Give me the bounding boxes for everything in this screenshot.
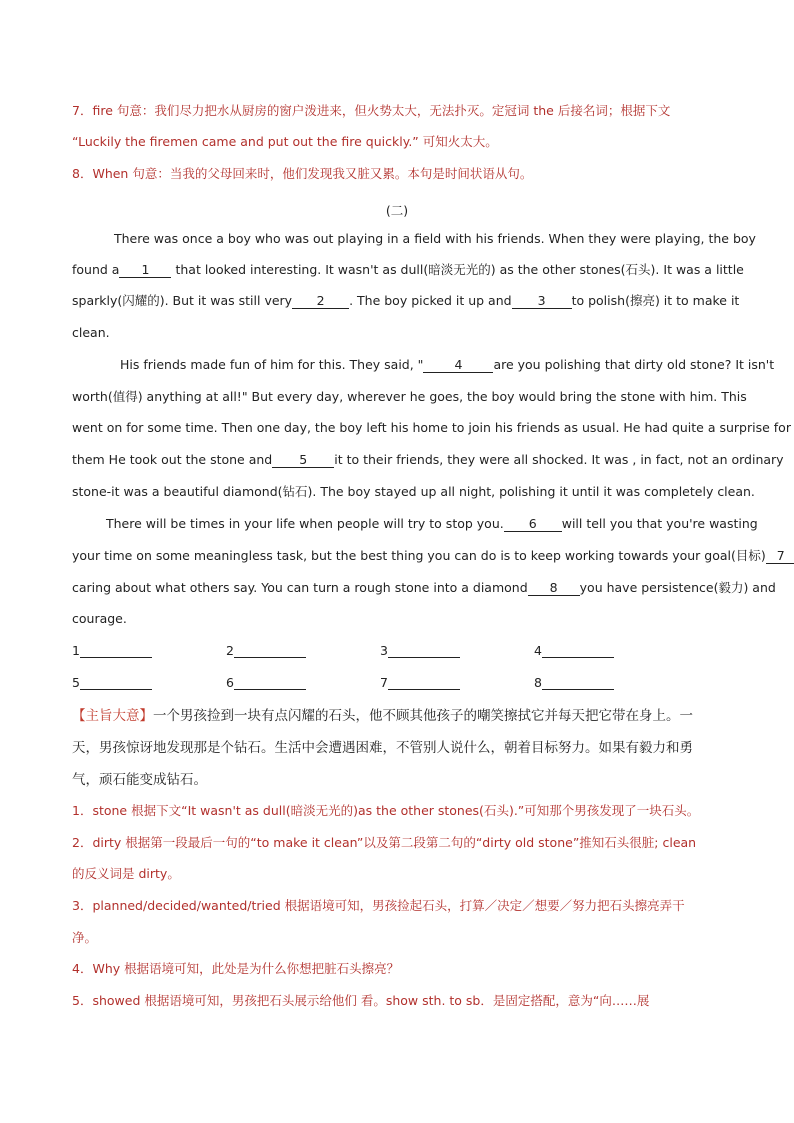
blank-3: 3: [512, 294, 572, 309]
p3-line3: [72, 578, 776, 598]
answer-slot-2[interactable]: [226, 643, 306, 658]
answer-line-8[interactable]: [542, 675, 614, 690]
p3-line1-b: will tell you that you're wasting: [561, 516, 758, 531]
summary-line2: 天，男孩惊讶地发现那是个钻石。生活中会遭遇困难，不管别人说什么，朝着目标努力。如果有毅力和勇: [72, 740, 693, 756]
blank-8: 8: [528, 581, 580, 596]
summary-line1: [72, 706, 724, 726]
note-8: 8．When 句意：当我的父母回来时，他们发现我又脏又累。本句是时间状语从句。: [72, 166, 533, 181]
answer-num-6: 6: [226, 675, 234, 690]
note-7-line2: “Luckily the firemen came and put out the fire quickly.” 可知火太大。: [72, 134, 498, 149]
answer-line-2[interactable]: [234, 643, 306, 658]
p1-line3-c: to polish(擦亮) it to make it: [571, 293, 740, 308]
p2-line1: [120, 355, 775, 375]
answer-line-6[interactable]: [234, 675, 306, 690]
answer-num-3: 3: [380, 643, 388, 658]
explanation-3-line1: 3．planned/decided/wanted/tried 根据语境可知，男孩捡起石头，打算／决定／想要／努力把石头擦亮弄干: [72, 898, 685, 913]
p2-line4: [72, 450, 784, 470]
p1-line3-b: . The boy picked it up and: [349, 293, 512, 308]
p3-line3-b: you have persistence(毅力) and: [579, 580, 776, 595]
answer-num-1: 1: [72, 643, 80, 658]
summary-line3: 气，顽石能变成钻石。: [72, 772, 207, 788]
blank-4: 4: [423, 358, 493, 373]
p1-line1: There was once a boy who was out playing in a field with his friends. When they were playing, the boy: [114, 231, 756, 246]
answer-slot-5[interactable]: [72, 675, 152, 690]
answer-row-1: [72, 643, 724, 665]
p3-line1-a: There will be times in your life when people will try to stop you.: [106, 516, 504, 531]
explanation-3-line2: 净。: [72, 930, 98, 945]
p1-line2-b: that looked interesting. It wasn't as dull(暗淡无光的) as the other stones(石头). It was a little: [175, 262, 744, 277]
p3-line1: [106, 514, 758, 534]
answer-num-8: 8: [534, 675, 542, 690]
p3-line3-a: caring about what others say. You can turn a rough stone into a diamond: [72, 580, 528, 595]
answer-slot-3[interactable]: [380, 643, 460, 658]
answer-line-5[interactable]: [80, 675, 152, 690]
answer-line-4[interactable]: [542, 643, 614, 658]
answer-line-1[interactable]: [80, 643, 152, 658]
summary-label: 【主旨大意】: [72, 708, 153, 724]
answer-line-7[interactable]: [388, 675, 460, 690]
blank-6: 6: [504, 517, 562, 532]
p1-line2: [72, 260, 744, 280]
explanation-4: 4．Why 根据语境可知，此处是为什么你想把脏石头擦亮？: [72, 961, 400, 976]
p3-line2: [72, 546, 785, 566]
answer-row-2: [72, 675, 724, 697]
blank-2: 2: [292, 294, 349, 309]
p2-line3: went on for some time. Then one day, the boy left his home to join his friends as usual. He had quite a surprise for: [72, 420, 791, 435]
explanation-5: 5．showed 根据语境可知，男孩把石头展示给他们 看。show sth. to sb．是固定搭配，意为“向……展: [72, 993, 650, 1008]
p2-line1-a: His friends made fun of him for this. They said, ": [120, 357, 424, 372]
answer-num-2: 2: [226, 643, 234, 658]
answer-slot-8[interactable]: [534, 675, 614, 690]
answer-num-5: 5: [72, 675, 80, 690]
p2-line5: stone-it was a beautiful diamond(钻石). The boy stayed up all night, polishing it until it was completely clean.: [72, 484, 755, 499]
answer-num-4: 4: [534, 643, 542, 658]
blank-5: 5: [272, 453, 334, 468]
blank-1: 1: [119, 263, 171, 278]
summary-text-1: 一个男孩捡到一块有点闪耀的石头，他不顾其他孩子的嘲笑擦拭它并每天把它带在身上。一: [153, 708, 693, 724]
p1-line4: clean.: [72, 325, 110, 340]
answer-slot-1[interactable]: [72, 643, 152, 658]
p1-line3: [72, 291, 740, 311]
explanation-2-line1: 2．dirty 根据第一段最后一句的“to make it clean”以及第二段第二句的“dirty old stone”推知石头很脏; clean: [72, 835, 697, 850]
p2-line4-b: it to their friends, they were all shocked. It was , in fact, not an ordinary: [334, 452, 784, 467]
section-title: (二): [385, 203, 409, 218]
p1-line2-a: found a: [72, 262, 120, 277]
answer-num-7: 7: [380, 675, 388, 690]
p2-line1-b: are you polishing that dirty old stone? It isn't: [493, 357, 775, 372]
answer-slot-6[interactable]: [226, 675, 306, 690]
answer-slot-7[interactable]: [380, 675, 460, 690]
explanation-2-line2: 的反义词是 dirty。: [72, 866, 180, 881]
p1-line3-a: sparkly(闪耀的). But it was still very: [72, 293, 293, 308]
answer-line-3[interactable]: [388, 643, 460, 658]
p3-line4: courage.: [72, 611, 127, 626]
note-7-line1: 7．fire 句意：我们尽力把水从厨房的窗户泼进来，但火势太大，无法扑灭。定冠词 the 后接名词；根据下文: [72, 103, 671, 118]
explanation-1: 1．stone 根据下文“It wasn't as dull(暗淡无光的)as the other stones(石头).”可知那个男孩发现了一块石头。: [72, 803, 700, 818]
answer-slot-4[interactable]: [534, 643, 614, 658]
p2-line2: worth(值得) anything at all!" But every day, wherever he goes, the boy would bring the stone with him. This: [72, 389, 747, 404]
p2-line4-a: them He took out the stone and: [72, 452, 273, 467]
blank-7: 7: [766, 549, 794, 564]
p3-line2-a: your time on some meaningless task, but the best thing you can do is to keep working towards your goal(目标): [72, 548, 766, 563]
